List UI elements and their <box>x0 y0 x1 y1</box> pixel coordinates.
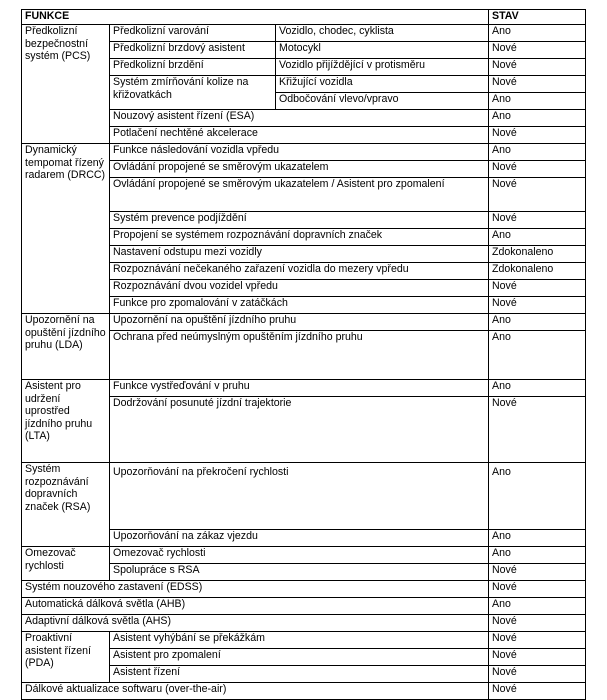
system-cell: Systém nouzového zastavení (EDSS) <box>22 581 489 598</box>
subfeature-cell: Motocykl <box>276 42 489 59</box>
system-cell: Automatická dálková světla (AHB) <box>22 598 489 615</box>
status-cell: Nové <box>489 615 586 632</box>
table-row <box>22 547 586 564</box>
status-cell: Ano <box>489 144 586 161</box>
subfeature-cell: Vozidlo, chodec, cyklista <box>276 25 489 42</box>
table-row <box>22 463 586 530</box>
status-cell: Ano <box>489 331 586 380</box>
feature-cell: Spolupráce s RSA <box>110 564 489 581</box>
table-row <box>22 683 586 700</box>
status-cell: Ano <box>489 380 586 397</box>
feature-cell: Systém prevence podjíždění <box>110 212 489 229</box>
status-cell: Ano <box>489 314 586 331</box>
system-cell: Omezovač rychlosti <box>22 547 110 581</box>
status-cell: Nové <box>489 42 586 59</box>
status-cell: Nové <box>489 297 586 314</box>
features-table <box>21 9 586 700</box>
table-row <box>22 314 586 331</box>
feature-cell: Propojení se systémem rozpoznávání dopravních značek <box>110 229 489 246</box>
feature-cell: Upozorňování na zákaz vjezdu <box>110 530 489 547</box>
feature-cell: Asistent řízení <box>110 666 489 683</box>
feature-cell: Nouzový asistent řízení (ESA) <box>110 110 489 127</box>
status-cell: Nové <box>489 76 586 93</box>
status-cell: Nové <box>489 666 586 683</box>
feature-cell: Funkce pro zpomalování v zatáčkách <box>110 297 489 314</box>
feature-cell: Předkolizní brzdový asistent <box>110 42 276 59</box>
feature-cell: Asistent vyhýbání se překážkám <box>110 632 489 649</box>
feature-cell: Systém zmírňování kolize na křižovatkách <box>110 76 276 110</box>
status-cell: Nové <box>489 212 586 229</box>
header-funkce: FUNKCE <box>22 10 489 25</box>
system-cell: Předkolizní bezpečnostní systém (PCS) <box>22 25 110 144</box>
status-cell: Nové <box>489 564 586 581</box>
status-cell: Nové <box>489 59 586 76</box>
feature-cell: Asistent pro zpomalení <box>110 649 489 666</box>
subfeature-cell: Odbočování vlevo/vpravo <box>276 93 489 110</box>
status-cell: Nové <box>489 161 586 178</box>
table-row <box>22 632 586 649</box>
status-cell: Nové <box>489 632 586 649</box>
status-cell: Zdokonaleno <box>489 246 586 263</box>
table-row <box>22 144 586 161</box>
feature-cell: Potlačení nechtěné akcelerace <box>110 127 489 144</box>
feature-cell: Ovládání propojené se směrovým ukazatelem / Asistent pro zpomalení <box>110 178 489 212</box>
feature-cell: Omezovač rychlosti <box>110 547 489 564</box>
status-cell: Nové <box>489 683 586 700</box>
status-cell: Ano <box>489 229 586 246</box>
feature-cell: Funkce vystřeďování v pruhu <box>110 380 489 397</box>
feature-cell: Ovládání propojené se směrovým ukazatelem <box>110 161 489 178</box>
feature-cell: Ochrana před neúmyslným opuštěním jízdního pruhu <box>110 331 489 380</box>
system-cell: Asistent pro udržení uprostřed jízdního pruhu (LTA) <box>22 380 110 463</box>
system-cell: Systém rozpoznávání dopravních značek (RSA) <box>22 463 110 547</box>
system-cell: Upozornění na opuštění jízdního pruhu (LDA) <box>22 314 110 380</box>
feature-cell: Nastavení odstupu mezi vozidly <box>110 246 489 263</box>
feature-cell: Předkolizní brzdění <box>110 59 276 76</box>
header-row <box>22 10 586 25</box>
table-row <box>22 615 586 632</box>
status-cell: Nové <box>489 649 586 666</box>
header-stav: STAV <box>489 10 586 25</box>
table-row <box>22 380 586 397</box>
table-row <box>22 581 586 598</box>
feature-cell: Upozorňování na překročení rychlosti <box>110 463 489 530</box>
feature-cell: Upozornění na opuštění jízdního pruhu <box>110 314 489 331</box>
status-cell: Ano <box>489 93 586 110</box>
status-cell: Ano <box>489 25 586 42</box>
feature-cell: Rozpoznávání nečekaného zařazení vozidla do mezery vpředu <box>110 263 489 280</box>
status-cell: Ano <box>489 463 586 530</box>
status-cell: Nové <box>489 581 586 598</box>
table-row <box>22 25 586 42</box>
status-cell: Zdokonaleno <box>489 263 586 280</box>
feature-cell: Rozpoznávání dvou vozidel vpředu <box>110 280 489 297</box>
system-cell: Dynamický tempomat řízený radarem (DRCC) <box>22 144 110 314</box>
system-cell: Proaktivní asistent řízení (PDA) <box>22 632 110 683</box>
status-cell: Ano <box>489 530 586 547</box>
status-cell: Ano <box>489 547 586 564</box>
feature-cell: Předkolizní varování <box>110 25 276 42</box>
status-cell: Nové <box>489 280 586 297</box>
subfeature-cell: Křižující vozidla <box>276 76 489 93</box>
table-row <box>22 598 586 615</box>
feature-cell: Funkce následování vozidla vpředu <box>110 144 489 161</box>
status-cell: Ano <box>489 110 586 127</box>
feature-cell: Dodržování posunuté jízdní trajektorie <box>110 397 489 463</box>
status-cell: Nové <box>489 178 586 212</box>
status-cell: Ano <box>489 598 586 615</box>
subfeature-cell: Vozidlo přijíždějící v protisměru <box>276 59 489 76</box>
status-cell: Nové <box>489 397 586 463</box>
system-cell: Dálkové aktualizace softwaru (over-the-air) <box>22 683 489 700</box>
system-cell: Adaptivní dálková světla (AHS) <box>22 615 489 632</box>
status-cell: Nové <box>489 127 586 144</box>
